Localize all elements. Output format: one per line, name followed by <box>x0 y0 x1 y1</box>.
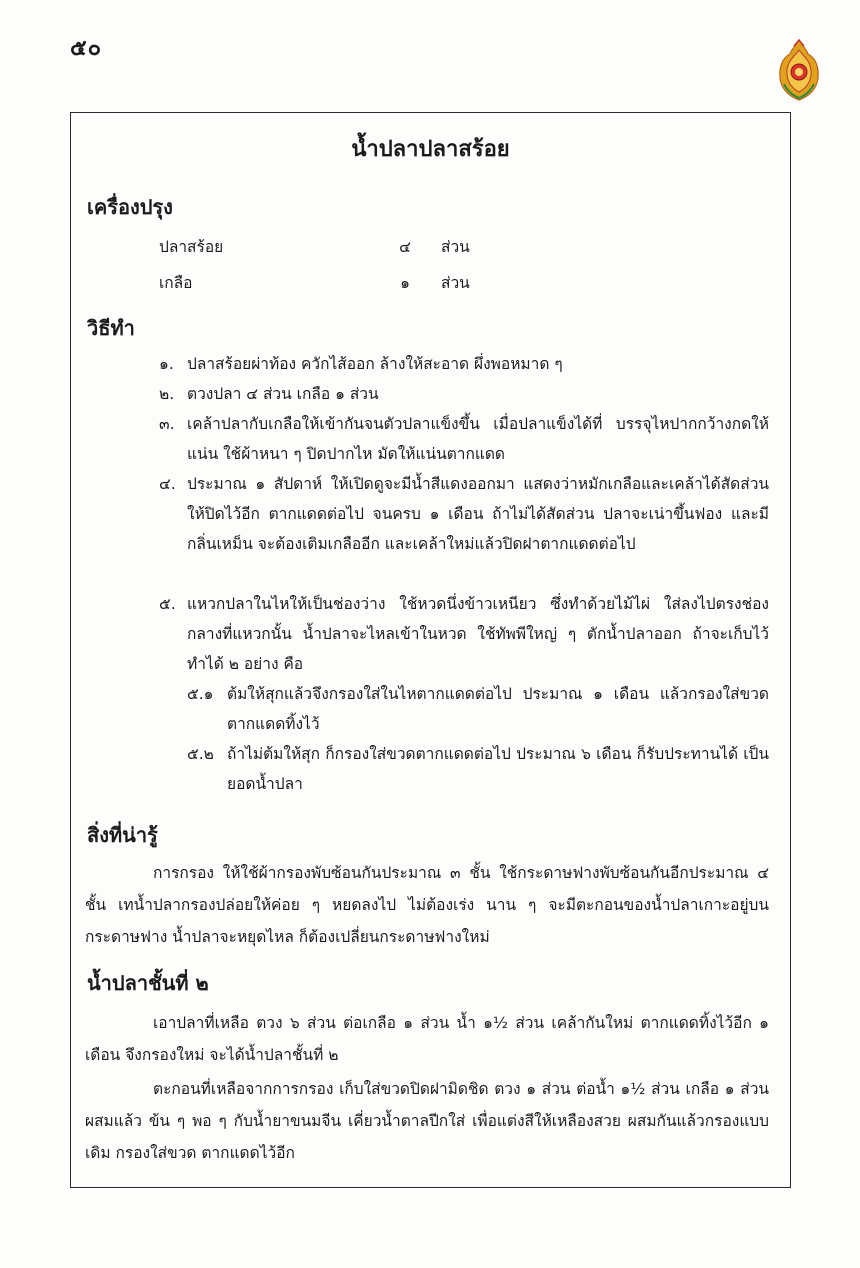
ingredient-name: เกลือ <box>159 274 193 292</box>
recipe-title: น้ำปลาปลาสร้อย <box>351 137 510 162</box>
method-step <box>159 589 769 679</box>
step-number: ๕.๑ <box>187 685 214 703</box>
second-grade-paragraph-1: เอาปลาที่เหลือ ตวง ๖ ส่วน ต่อเกลือ ๑ ส่วน น้ำ ๑½ ส่วน เคล้ากันใหม่ ตากแดดทิ้งไว้อีก ๑ เดือน จึงกรองใหม่ จะได้น้ำปลาชั้นที่ ๒ <box>85 1014 769 1064</box>
ingredient-name: ปลาสร้อย <box>159 238 224 256</box>
method-substep <box>187 739 769 799</box>
second-grade-heading: น้ำปลาชั้นที่ ๒ <box>87 971 209 995</box>
recipe-box <box>70 112 791 1188</box>
page-number: ๕๐ <box>70 36 103 61</box>
step-number: ๕.๒ <box>187 745 214 763</box>
step-number: ๒. <box>159 385 175 403</box>
notes-heading: สิ่งที่น่ารู้ <box>87 823 158 847</box>
notes-text: การกรอง ให้ใช้ผ้ากรองพับซ้อนกันประมาณ ๓ ชั้น ใช้กระดาษฟางพับซ้อนกันอีกประมาณ ๔ ชั้น เทน้ำปลากรองปล่อยให้ค่อย ๆ หยดลงไป ไม่ต้องเร่ง นาน ๆ จะมีตะกอนของน้ำปลาเกาะอยู่บนกระดาษฟาง น้ำปลาจะหยุดไหล ก็ต้องเปลี่ยนกระดาษฟางใหม่ <box>85 864 769 946</box>
method-step <box>159 379 769 409</box>
ingredient-unit: ส่วน <box>441 274 470 292</box>
ingredient-unit: ส่วน <box>441 238 470 256</box>
ingredient-qty: ๔ <box>399 238 411 256</box>
step-text: แหวกปลาในไหให้เป็นช่องว่าง ใช้หวดนึ่งข้าวเหนียว ซึ่งทำด้วยไม้ไผ่ ใส่ลงไปตรงช่องกลางที่แหวกนั้น น้ำปลาจะไหลเข้าในหวด ใช้ทัพพีใหญ่ ๆ ตักน้ำปลาออก ถ้าจะเก็บไว้ทำได้ ๒ อย่าง คือ <box>187 595 769 673</box>
method-step <box>159 409 769 469</box>
step-number: ๔. <box>159 475 176 493</box>
step-text: ตวงปลา ๔ ส่วน เกลือ ๑ ส่วน <box>187 385 379 403</box>
method-step <box>159 349 769 379</box>
step-text: ประมาณ ๑ สัปดาห์ ให้เปิดดูจะมีน้ำสีแดงออกมา แสดงว่าหมักเกลือและเคล้าได้สัดส่วน ให้ปิดไว้อีก ตากแดดต่อไป จนครบ ๑ เดือน ถ้าไม่ได้สัดส่วน ปลาจะเน่าขึ้นฟอง และมีกลิ่นเหม็น จะต้องเติมเกลืออีก และเคล้าใหม่แล้วปิดฝาตากแดดต่อไป <box>187 475 769 553</box>
method-heading: วิธีทำ <box>87 316 135 340</box>
ingredients-heading: เครื่องปรุง <box>87 195 173 219</box>
step-number: ๑. <box>159 355 174 373</box>
step-text: ปลาสร้อยผ่าท้อง ควักไส้ออก ล้างให้สะอาด ผึ่งพอหมาด ๆ <box>187 355 563 373</box>
step-text: เคล้าปลากับเกลือให้เข้ากันจนตัวปลาแข็งขึ้น เมื่อปลาแข็งได้ที่ บรรจุไหปากกว้างกดให้แน่น ใช้ผ้าหนา ๆ ปิดปากไห มัดให้แน่นตากแดด <box>187 415 769 463</box>
step-number: ๕. <box>159 595 176 613</box>
method-substep <box>187 679 769 739</box>
step-number: ๓. <box>159 415 175 433</box>
second-grade-paragraph-2: ตะกอนที่เหลือจากการกรอง เก็บใส่ขวดปิดฝามิดชิด ตวง ๑ ส่วน ต่อน้ำ ๑½ ส่วน เกลือ ๑ ส่วน ผสมแล้ว ข้น ๆ พอ ๆ กับน้ำยาขนมจีน เคี่ยวน้ำตาลปีกใส่ เพื่อแต่งสีให้เหลืองสวย ผสมกันแล้วกรองแบบเดิม กรองใส่ขวด ตากแดดไว้อีก <box>85 1080 769 1162</box>
ingredient-qty: ๑ <box>400 274 410 292</box>
method-step <box>159 469 769 559</box>
ministry-emblem-icon <box>776 38 822 102</box>
step-text: ต้มให้สุกแล้วจึงกรองใส่ในไหตากแดดต่อไป ประมาณ ๑ เดือน แล้วกรองใส่ขวด ตากแดดทิ้งไว้ <box>227 685 769 733</box>
step-text: ถ้าไม่ต้มให้สุก ก็กรองใส่ขวดตากแดดต่อไป ประมาณ ๖ เดือน ก็รับประทานได้ เป็นยอดน้ำปลา <box>227 745 769 793</box>
